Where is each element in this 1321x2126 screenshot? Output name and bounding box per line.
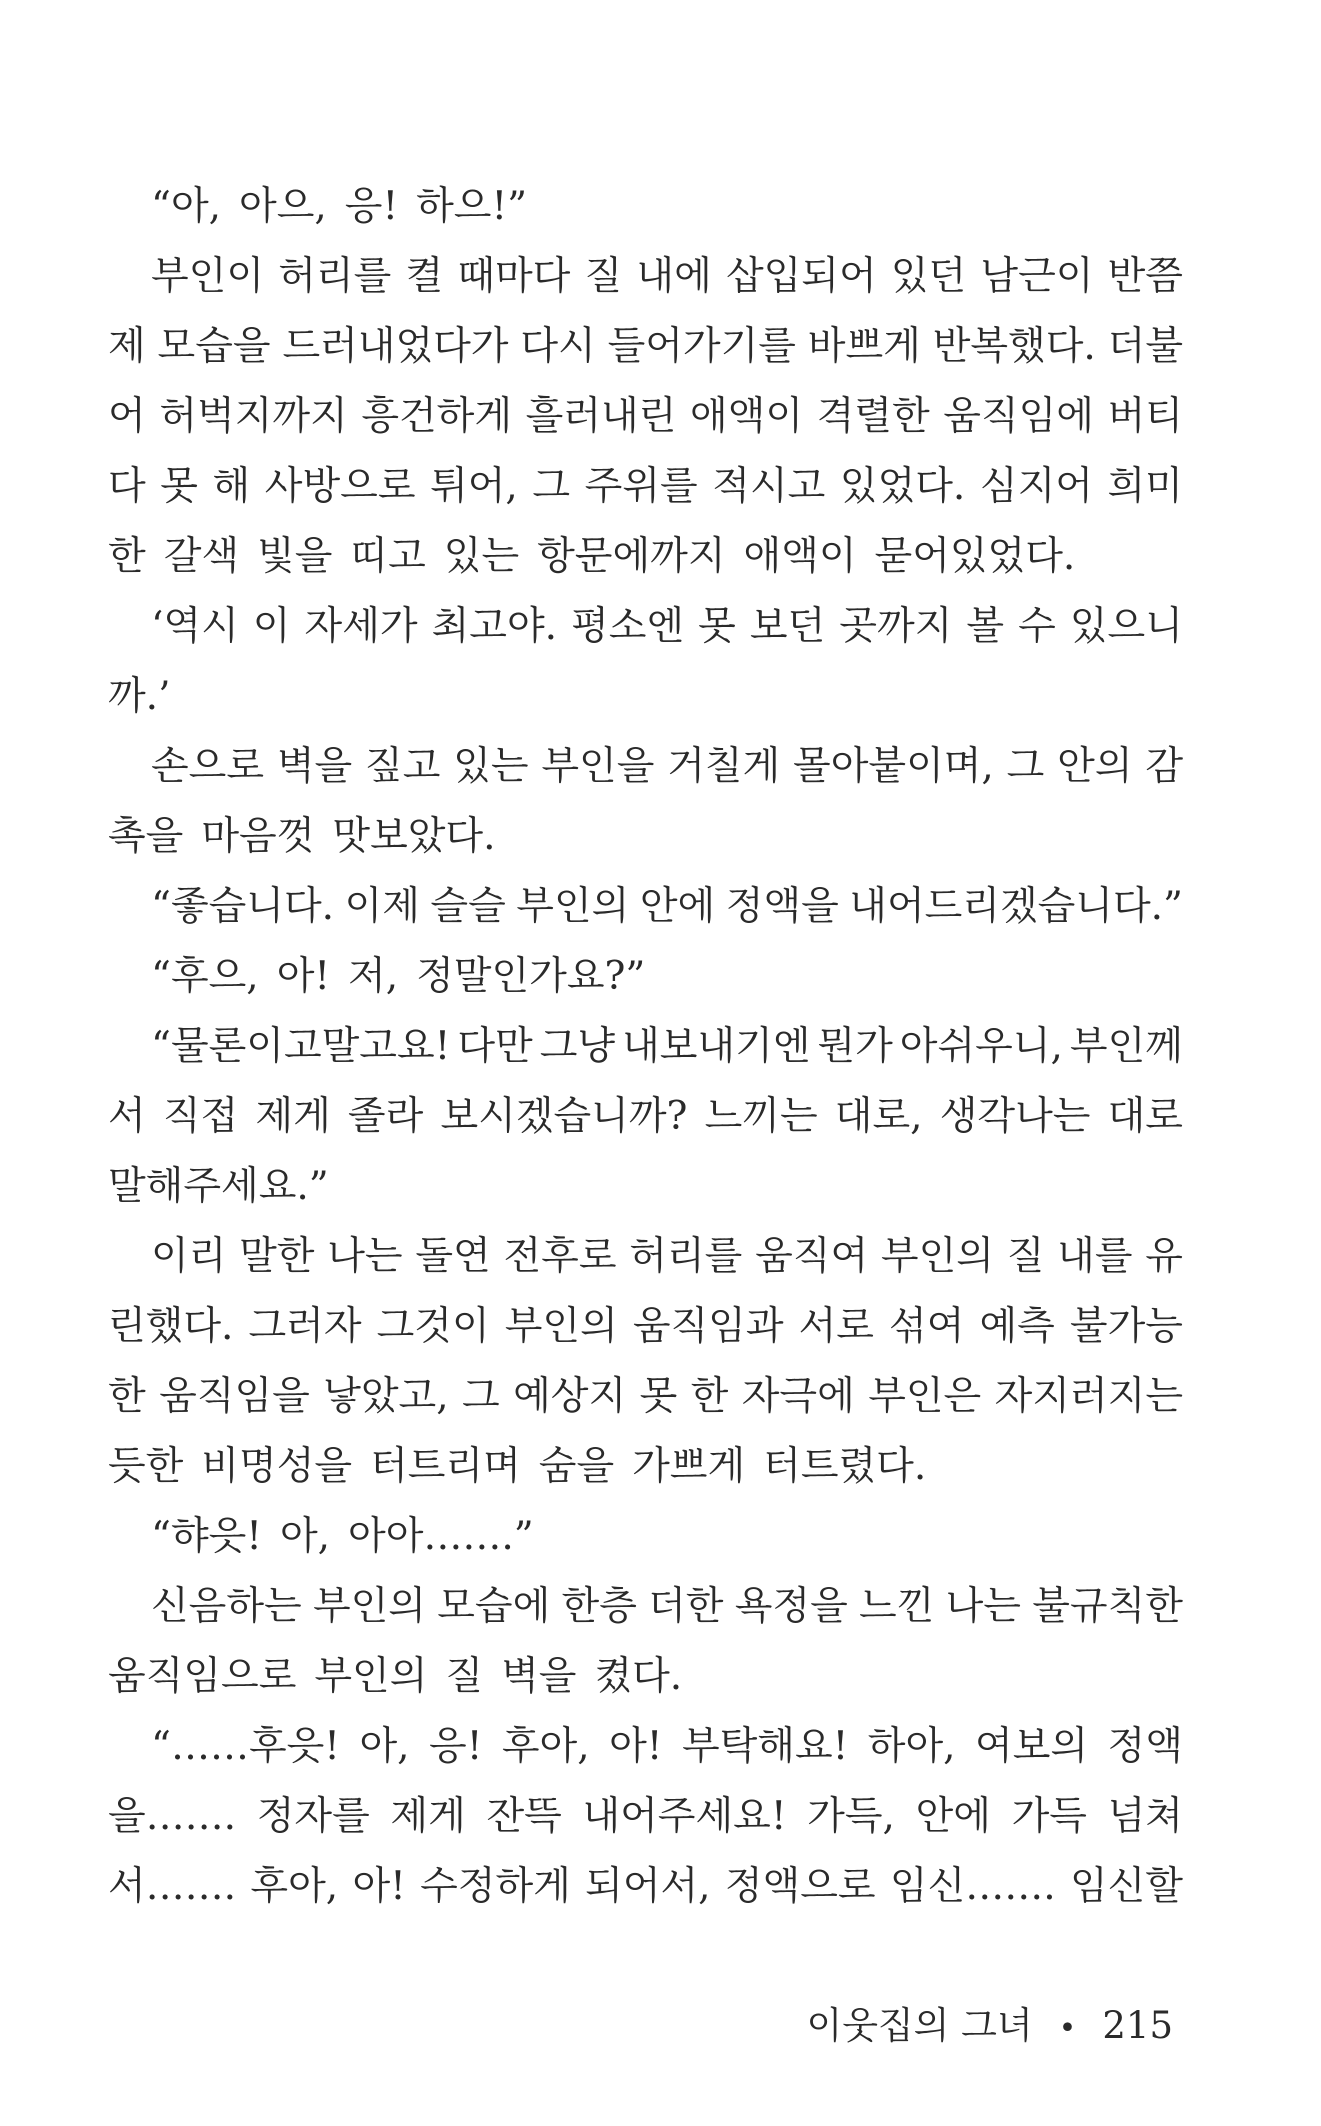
word: 유 [1145, 1234, 1183, 1279]
page-footer [806, 1995, 1173, 2049]
word: 감 [1145, 744, 1183, 789]
word: “좋습니다. [151, 884, 335, 929]
text-line [108, 452, 1183, 522]
text-line [108, 732, 1183, 802]
word: 허리를 [278, 254, 392, 299]
word: 전후로 [503, 1234, 617, 1279]
text-line [108, 592, 1183, 662]
word: ‘역시 [151, 604, 239, 649]
word: 한 [690, 1374, 729, 1419]
word: 띠고 [350, 534, 426, 579]
text-line [108, 1852, 1183, 1922]
word: 하으!” [416, 184, 528, 229]
word: 부인을 [541, 744, 655, 789]
word: 불규칙한 [1032, 1584, 1183, 1629]
word: 희미 [1107, 464, 1183, 509]
text-line [108, 1222, 1183, 1292]
word: “아, [151, 184, 222, 229]
word: 못 [639, 1374, 678, 1419]
word: 직접 [162, 1094, 239, 1139]
word: 부탁해요! [681, 1724, 849, 1769]
word: 린했다. [108, 1304, 234, 1349]
word: 격렬한 [816, 394, 930, 439]
word: 삽입되어 [725, 254, 877, 299]
word: 더불 [1107, 324, 1183, 369]
word: “……후읏! [151, 1724, 340, 1769]
word: 응! [344, 184, 399, 229]
word: 부인의 [504, 1304, 618, 1349]
word: 내어드리겠습니다.” [849, 884, 1183, 929]
word: 뭔가 [817, 1024, 893, 1069]
word: 비명성을 [201, 1444, 353, 1489]
word: 움직임과 [632, 1304, 784, 1349]
word: 부인이 [151, 254, 265, 299]
word: 질 [1006, 1234, 1045, 1279]
footer-separator: • [1058, 2011, 1077, 2046]
word: 안의 [1057, 744, 1133, 789]
word: 곳까지 [839, 604, 953, 649]
word: 내보내기엔 [622, 1024, 811, 1069]
text-line [108, 1712, 1183, 1782]
word: 묻어있었다. [874, 534, 1076, 579]
word: 아, [359, 1724, 410, 1769]
word: 반복했다. [932, 324, 1096, 369]
word: 자극에 [741, 1374, 855, 1419]
word: 아! [276, 954, 331, 999]
word: 부인의 [314, 1654, 428, 1699]
word: 짚고 [365, 744, 441, 789]
word: 애액이 [743, 534, 857, 579]
text-line [108, 242, 1183, 312]
word: 그 [532, 464, 571, 509]
word: 되어서, [585, 1864, 711, 1909]
word: 거칠게 [667, 744, 781, 789]
word: 저, [348, 954, 399, 999]
word: “후으, [151, 954, 259, 999]
word: 못 [698, 604, 736, 649]
text-line [108, 802, 1183, 872]
word: 안에 [915, 1794, 991, 1839]
word: 한층 [561, 1584, 637, 1629]
text-line [108, 1012, 1183, 1082]
text-line [108, 1572, 1183, 1642]
word: 제 [108, 324, 146, 369]
word: 여보의 [975, 1724, 1089, 1769]
text-line [108, 522, 1183, 592]
word: 정액으로 [724, 1864, 876, 1909]
word: 내에 [636, 254, 712, 299]
word: 반쯤 [1107, 254, 1183, 299]
word: 몰아붙이며, [793, 744, 994, 789]
word: 있던 [890, 254, 967, 299]
text-line [108, 172, 1183, 242]
word: 서……. [108, 1864, 237, 1909]
word: 이리 [151, 1234, 227, 1279]
word: 서로 [798, 1304, 874, 1349]
word: 까.’ [108, 674, 171, 719]
word: 부인께 [1069, 1024, 1183, 1069]
word: 낳았고, [323, 1374, 449, 1419]
word: 부인의 [516, 884, 630, 929]
word: 다만 [457, 1024, 533, 1069]
word: 임신……. [889, 1864, 1056, 1909]
word: 아! [609, 1724, 663, 1769]
word: “햐읏! [151, 1514, 262, 1559]
word: 나는 [327, 1234, 403, 1279]
word: 바쁘게 [807, 324, 921, 369]
word: 더한 [648, 1584, 724, 1629]
word: 제게 [390, 1794, 466, 1839]
word: 다 [108, 464, 146, 509]
word: 서 [108, 1094, 146, 1139]
word: 돌연 [415, 1234, 491, 1279]
word: 갈색 [163, 534, 240, 579]
word: 부인의 [880, 1234, 994, 1279]
word: 대로 [1107, 1094, 1183, 1139]
word: 때마다 [457, 254, 571, 299]
word: 볼 [966, 604, 1005, 649]
text-line [108, 1502, 1183, 1572]
word: 섞여 [889, 1304, 965, 1349]
word: 정말인가요?” [416, 954, 646, 999]
word: 터트리며 [370, 1444, 521, 1489]
text-line [108, 1082, 1183, 1152]
word: 버티 [1107, 394, 1183, 439]
text-line [108, 1362, 1183, 1432]
word: 터트렸다. [763, 1444, 927, 1489]
word: 욕정을 [734, 1584, 848, 1629]
word: 있었다. [839, 464, 966, 509]
word: 아! [352, 1864, 406, 1909]
word: 하아, [867, 1724, 956, 1769]
word: 그러자 [248, 1304, 362, 1349]
word: 보던 [749, 604, 826, 649]
word: 후아, [501, 1724, 590, 1769]
text-line [108, 1642, 1183, 1712]
word: 애액이 [689, 394, 803, 439]
word: 임신할 [1069, 1864, 1183, 1909]
word: 을……. [108, 1794, 237, 1839]
word: 안에 [639, 884, 716, 929]
word: 정액 [1107, 1724, 1183, 1769]
word: 가득 [1011, 1794, 1087, 1839]
word: 질 [584, 254, 623, 299]
word: 벽을 [276, 744, 353, 789]
word: 제게 [255, 1094, 331, 1139]
word: 드러내었다가 [282, 324, 509, 369]
word: 있는 [453, 744, 529, 789]
word: 듯한 [108, 1444, 184, 1489]
word: 못 [160, 464, 198, 509]
word: 생각나는 [939, 1094, 1091, 1139]
word: 이제 [344, 884, 420, 929]
word: 심지어 [979, 464, 1093, 509]
word: 숨을 [538, 1444, 615, 1489]
word: 아으, [239, 184, 327, 229]
word: 어 [108, 394, 146, 439]
page-number: 215 [1102, 2004, 1173, 2047]
text-line [108, 1432, 1183, 1502]
word: 남근이 [980, 254, 1094, 299]
word: 내를 [1057, 1234, 1133, 1279]
word: 맛보았다. [332, 814, 496, 859]
word: 느끼는 [704, 1094, 818, 1139]
word: 이 [252, 604, 291, 649]
word: 있으니 [1069, 604, 1183, 649]
word: 부인의 [312, 1584, 426, 1629]
word: 자세가 [304, 604, 418, 649]
word: 후아, [250, 1864, 339, 1909]
word: 부인은 [868, 1374, 982, 1419]
word: 움직임을 [159, 1374, 310, 1419]
word: 나는 [945, 1584, 1021, 1629]
word: 켰다. [594, 1654, 683, 1699]
word: 아아…….” [348, 1514, 534, 1559]
word: 응! [429, 1724, 483, 1769]
text-line [108, 1292, 1183, 1362]
word: 예상지 [513, 1374, 627, 1419]
text-line [108, 662, 1183, 732]
word: 그냥 [539, 1024, 616, 1069]
word: 그 [1006, 744, 1045, 789]
word: 벽을 [501, 1654, 577, 1699]
word: “물론이고말고요! [151, 1024, 451, 1069]
word: 움직임에 [943, 394, 1094, 439]
word: 말한 [239, 1234, 315, 1279]
word: 질 [445, 1654, 484, 1699]
word: 잔뜩 [486, 1794, 562, 1839]
word: 자지러지는 [994, 1374, 1183, 1419]
word: 내어주세요! [582, 1794, 787, 1839]
word: 한 [108, 534, 146, 579]
word: 정액을 [725, 884, 839, 929]
word: 해 [212, 464, 251, 509]
word: 보시겠습니까? [440, 1094, 688, 1139]
word: 허리를 [629, 1234, 743, 1279]
text-line [108, 1152, 1183, 1222]
word: 움직임으로 [108, 1654, 297, 1699]
word: 불가능 [1069, 1304, 1183, 1349]
word: 움직여 [755, 1234, 869, 1279]
word: 그것이 [376, 1304, 490, 1349]
word: 마음껏 [201, 814, 315, 859]
text-line [108, 382, 1183, 452]
word: 예측 [979, 1304, 1055, 1349]
word: 들어가기를 [607, 324, 796, 369]
word: 정자를 [256, 1794, 370, 1839]
word: 흘러내린 [525, 394, 677, 439]
word: 사방으로 [264, 464, 416, 509]
running-title: 이웃집의 그녀 [806, 2004, 1033, 2047]
word: 한 [108, 1374, 146, 1419]
text-line [108, 1782, 1183, 1852]
word: 대로, [834, 1094, 923, 1139]
word: 빛을 [257, 534, 333, 579]
word: 있는 [443, 534, 520, 579]
word: 손으로 [151, 744, 265, 789]
word: 모습을 [157, 324, 271, 369]
word: 아, [279, 1514, 331, 1559]
word: 촉을 [108, 814, 184, 859]
word: 항문에까지 [537, 534, 726, 579]
text-line [108, 942, 1183, 1012]
text-line [108, 872, 1183, 942]
word: 졸라 [347, 1094, 424, 1139]
word: 적시고 [712, 464, 826, 509]
word: 신음하는 [151, 1584, 302, 1629]
word: 넘쳐 [1107, 1794, 1183, 1839]
word: 가득, [807, 1794, 895, 1839]
word: 튀어, [430, 464, 518, 509]
word: 그 [462, 1374, 500, 1419]
word: 다시 [520, 324, 596, 369]
word: 수정하게 [420, 1864, 571, 1909]
word: 슬슬 [430, 884, 506, 929]
word: 켤 [405, 254, 444, 299]
word: 최고야. [431, 604, 558, 649]
word: 허벅지까지 [159, 394, 348, 439]
word: 느낀 [859, 1584, 935, 1629]
word: 말해주세요.” [108, 1164, 329, 1209]
word: 아쉬우니, [899, 1024, 1063, 1069]
word: 흥건하게 [361, 394, 513, 439]
word: 수 [1018, 604, 1056, 649]
word: 가쁘게 [632, 1444, 746, 1489]
body-text [108, 172, 1183, 1922]
text-line [108, 312, 1183, 382]
word: 모습에 [437, 1584, 551, 1629]
word: 평소엔 [571, 604, 685, 649]
word: 주위를 [584, 464, 698, 509]
